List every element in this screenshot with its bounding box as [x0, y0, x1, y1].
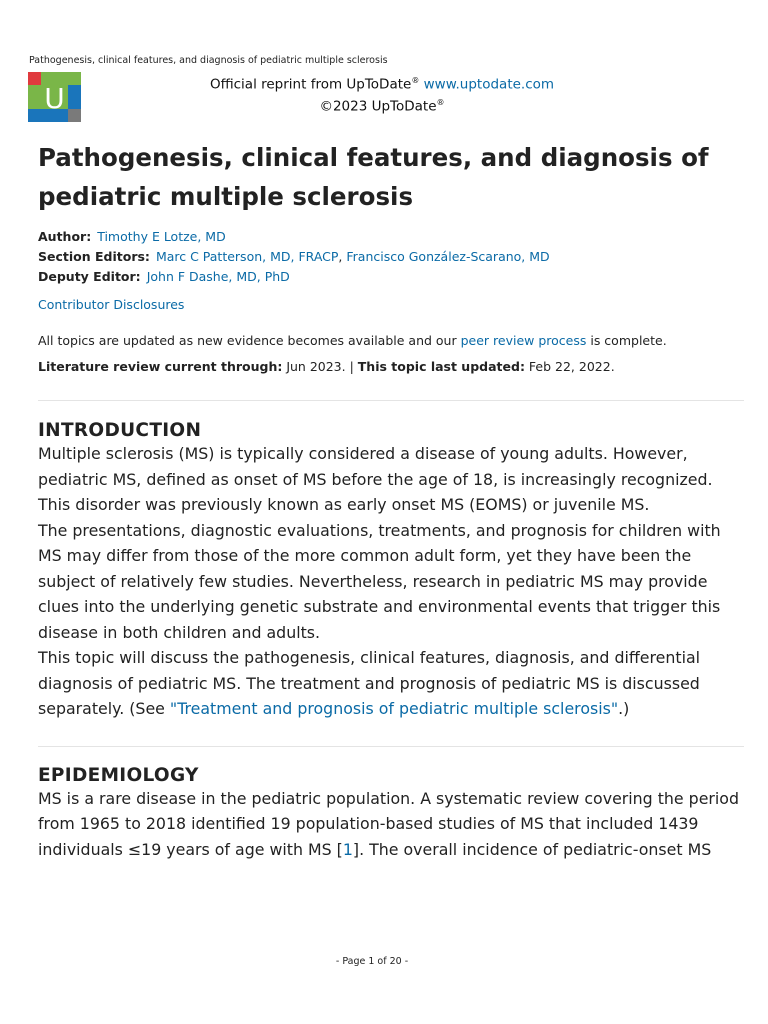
peer-review-link[interactable]: peer review process	[460, 333, 587, 348]
author-label: Author:	[38, 229, 92, 244]
section-editor-link[interactable]: Francisco González-Scarano, MD	[346, 249, 550, 264]
paragraph-text: This topic will discuss the pathogenesis, clinical features, diagnosis, and differential diagnosis of pediatric MS. The treatment and prognosis of pediatric MS is discussed separately. (See	[38, 648, 701, 718]
deputy-editor-label: Deputy Editor:	[38, 269, 141, 284]
registered-mark: ®	[411, 76, 420, 85]
registered-mark: ®	[436, 97, 445, 107]
deputy-editor-row	[38, 267, 744, 287]
lit-review-date: Jun 2023. |	[282, 359, 358, 374]
reprint-line	[0, 72, 764, 94]
svg-text:U: U	[44, 82, 65, 115]
article	[38, 138, 744, 862]
reference-link[interactable]: 1	[342, 839, 353, 859]
article-meta	[38, 227, 744, 287]
paragraph: The presentations, diagnostic evaluations, treatments, and prognosis for children with MS may differ from those of the more common adult form, yet they have been the subject of relatively few studies. Nevertheless, research in pediatric MS may provide clues into the underlying genetic substrate and environmental events that trigger this disease in both children and adults.	[38, 520, 721, 642]
paragraph	[38, 645, 744, 722]
paragraph-text: .)	[618, 699, 630, 718]
update-note-text: All topics are updated as new evidence becomes available and our	[38, 333, 461, 348]
contributor-disclosures-link[interactable]: Contributor Disclosures	[38, 297, 185, 312]
paragraph: Multiple sclerosis (MS) is typically considered a disease of young adults. However, pediatric MS, defined as onset of MS before the age of 18, is increasingly recognized. This disorder was previously known as early onset MS (EOMS) or juvenile MS.	[38, 444, 713, 514]
section-editors-label: Section Editors:	[38, 249, 150, 264]
section-editor-link[interactable]: Marc C Patterson, MD, FRACP	[155, 249, 339, 264]
running-title: Pathogenesis, clinical features, and diagnosis of pediatric multiple sclerosis	[29, 55, 388, 66]
article-title: Pathogenesis, clinical features, and diagnosis of pediatric multiple sclerosis	[38, 143, 709, 211]
epidemiology-heading: EPIDEMIOLOGY	[38, 764, 199, 786]
author-row	[38, 227, 744, 247]
copyright-text: ©2023 UpToDate	[319, 98, 437, 114]
reprint-text: Official reprint from UpToDate	[209, 76, 412, 93]
reprint-notice	[0, 72, 764, 115]
author-link[interactable]: Timothy E Lotze, MD	[97, 229, 226, 244]
review-dates	[38, 358, 744, 376]
update-note-text: is complete.	[586, 333, 667, 348]
last-updated-date: Feb 22, 2022.	[524, 359, 615, 374]
section-divider	[38, 400, 744, 401]
paragraph-text: MS is a rare disease in the pediatric population. A systematic review covering the period from 1965 to 2018 identified 19 population-based studies of MS that included 1439 individuals ≤19 years of age with MS [	[38, 788, 739, 859]
page-number: - Page 1 of 20 -	[335, 956, 409, 967]
copyright-line	[0, 94, 764, 116]
update-note	[38, 332, 744, 350]
section-editors-row	[38, 247, 744, 267]
uptodate-link[interactable]: www.uptodate.com	[423, 76, 555, 93]
paragraph-text: ]. The overall incidence of pediatric-onset MS	[352, 839, 712, 859]
treatment-topic-link[interactable]: "Treatment and prognosis of pediatric multiple sclerosis"	[169, 699, 619, 718]
paragraph	[38, 786, 744, 863]
last-updated-label: This topic last updated:	[357, 359, 525, 374]
section-divider	[38, 746, 744, 747]
introduction-heading: INTRODUCTION	[38, 420, 202, 441]
separator: ,	[338, 249, 343, 264]
deputy-editor-link[interactable]: John F Dashe, MD, PhD	[146, 269, 290, 284]
lit-review-label: Literature review current through:	[38, 359, 283, 374]
